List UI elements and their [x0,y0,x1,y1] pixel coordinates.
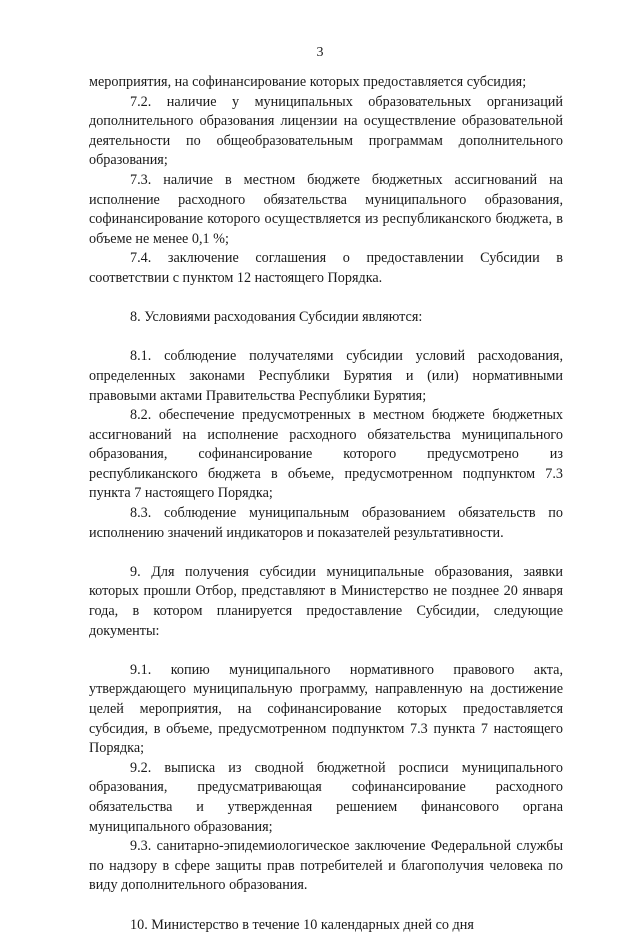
paragraph-8-1: 8.1. соблюдение получателями субсидии условий расходования, определенных законами Республики Бурятия и (или) нормативными правовыми актами Правительства Республики Бурятия; [89,348,563,404]
document-body [89,73,563,935]
paragraph-9: 9. Для получения субсидии муниципальные образования, заявки которых прошли Отбор, представляют в Министерство не позднее 20 января года, в котором планируется предоставление Субсидии, следующие документы: [89,563,563,639]
paragraph-9-3: 9.3. санитарно-эпидемиологическое заключение Федеральной службы по надзору в сфере защиты прав потребителей и благополучия человека по виду дополнительного образования. [89,838,563,894]
paragraph-8: 8. Условиями расходования Субсидии являются: [130,309,423,326]
paragraph-gap [89,896,563,916]
paragraph-gap [89,328,563,348]
paragraph-8-3: 8.3. соблюдение муниципальным образованием обязательств по исполнению значений индикаторов и показателей результативности. [89,505,563,541]
paragraph-7-3: 7.3. наличие в местном бюджете бюджетных ассигнований на исполнение расходного обязательства муниципального образования, софинансирование которого осуществляется из республиканского бюджета, в объеме не менее 0,1 %; [89,171,563,247]
paragraph-7-2: 7.2. наличие у муниципальных образовательных организаций дополнительного образования лицензии на осуществление образовательной деятельности по общеобразовательным программам дополнительного образования; [89,93,563,169]
paragraph-7-1-continuation: мероприятия, на софинансирование которых предоставляется субсидия; [89,74,527,90]
paragraph-gap [89,289,563,309]
paragraph-7-4: 7.4. заключение соглашения о предоставлении Субсидии в соответствии с пунктом 12 настоящего Порядка. [89,250,563,286]
paragraph-9-1: 9.1. копию муниципального нормативного правового акта, утверждающего муниципальную программу, направленную на достижение целей мероприятия, на софинансирование которых предоставляется субсидия, в объеме, предусмотренном подпунктом 7.3 пункта 7 настоящего Порядка; [89,661,563,757]
paragraph-gap [89,543,563,563]
paragraph-8-2: 8.2. обеспечение предусмотренных в местном бюджете бюджетных ассигнований на исполнение расходного обязательства муниципального образования, софинансирование которого предусмотрено из республиканского бюджета в объеме, предусмотренном подпунктом 7.3 пункта 7 настоящего Порядка; [89,407,563,502]
paragraph-9-2: 9.2. выписка из сводной бюджетной росписи муниципального образования, предусматривающая софинансирование расходного обязательства и утвержденная решением финансового органа муниципального образования; [89,759,563,835]
paragraph-10: 10. Министерство в течение 10 календарных дней со дня [130,916,474,933]
page-number: 3 [316,45,324,60]
paragraph-gap [89,641,563,661]
